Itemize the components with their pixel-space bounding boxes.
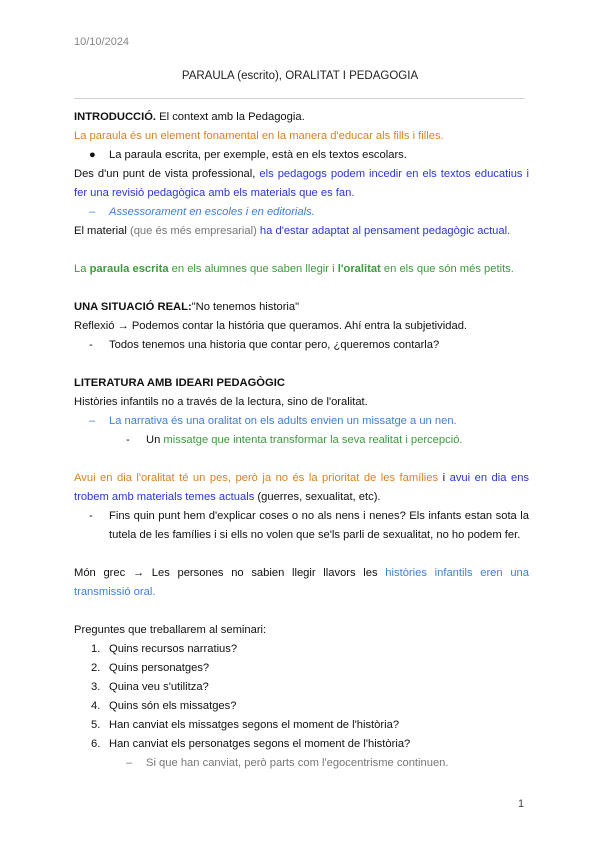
intro-heading: INTRODUCCIÓ. [74, 111, 157, 123]
list-item [74, 659, 529, 678]
list-text: Quins personatges? [109, 662, 210, 674]
literatura-dash-2-a: Un [146, 434, 164, 446]
dash-marker: – [89, 206, 96, 218]
situacio-heading-line [74, 298, 529, 317]
mon-paragraph [74, 564, 529, 602]
list-number: 3. [91, 681, 101, 693]
list-number: 1. [91, 643, 101, 655]
literatura-heading: LITERATURA AMB IDEARI PEDAGÒGIC [74, 377, 285, 389]
list-item [74, 716, 529, 735]
intro-line-6-a: El material [74, 225, 130, 237]
oral-c: en els alumnes que saben llegir i [168, 263, 338, 275]
list-text: Quina veu s'utilitza? [109, 681, 209, 693]
intro-line-2: La paraula és un element fonamental en la manera d'educar als fills i filles. [74, 130, 444, 142]
avui-b: i [438, 472, 450, 484]
intro-line-4-b: els pedagogs podem incedir en els textos educatius i fer una revisió pedagògica amb els materials que es fan. [74, 168, 530, 199]
preguntes-sub [74, 754, 529, 773]
avui-dash [74, 507, 529, 545]
literatura-dash-2 [74, 431, 529, 450]
situacio-dash [74, 336, 529, 355]
avui-a: Avui en dia l'oralitat té un pes, però ja no és la prioritat de les famílies [74, 472, 439, 484]
intro-line-4-a: Des d'un punt de vista professional, [74, 168, 260, 180]
list-number: 2. [91, 662, 101, 674]
list-item [74, 678, 529, 697]
list-number: 4. [91, 700, 101, 712]
list-item [74, 640, 529, 659]
intro-line-6-c: ha d'estar adaptat al pensament pedagògic actual. [256, 225, 511, 237]
avui-d: (guerres, sexualitat, etc). [254, 491, 381, 503]
dash-marker: - [126, 434, 130, 446]
intro-dash-text: Assessorament en escoles i en editorials. [109, 206, 315, 218]
situacio-heading-rest: "No tenemos historia" [191, 301, 300, 313]
literatura-dash-2-b: missatge que intenta transformar la seva realitat i percepció. [163, 434, 463, 446]
list-text: Han canviat els missatges segons el moment de l'història? [109, 719, 400, 731]
intro-line-4 [74, 165, 529, 203]
oral-line [74, 260, 529, 279]
situacio-dash-text: Todos tenemos una historia que contar pero, ¿queremos contarla? [109, 339, 440, 351]
intro-bullet-text: La paraula escrita, per exemple, està en els textos escolars. [109, 149, 407, 161]
oral-a: La [74, 263, 90, 275]
intro-heading-line [74, 108, 529, 127]
intro-heading-rest: El context amb la Pedagogia. [156, 111, 305, 123]
list-number: 6. [91, 738, 101, 750]
dash-marker: - [89, 339, 93, 351]
situacio-heading: UNA SITUACIÓ REAL: [74, 301, 192, 313]
oral-d: l'oralitat [337, 263, 381, 275]
avui-c: avui en dia ens trobem amb materials temes actuals [74, 472, 530, 503]
situacio-line-2: Reflexió → Podemos contar la história que queramos. Ahí entra la subjetividad. [74, 320, 468, 332]
avui-dash-text: Fins quin punt hem d'explicar coses o no als nens i nenes? Els infants estan sota la tutela de les famílies i si ells no volen que se'ls parli de sexualitat, no ho podem fer. [109, 510, 529, 541]
list-text: Han canviat els personatges segons el moment de l'història? [109, 738, 411, 750]
document-title: PARAULA (escrito), ORALITAT I PEDAGOGIA [181, 70, 419, 82]
list-text: Quins són els missatges? [109, 700, 237, 712]
mon-a: Món grec → Les persones no sabien llegir llavors les [74, 567, 386, 579]
header-divider [74, 98, 525, 99]
avui-paragraph [74, 469, 529, 507]
mon-b: històries infantils eren una transmissió oral. [74, 567, 529, 598]
dash-marker: - [89, 510, 93, 522]
literatura-dash-1 [74, 412, 529, 431]
page-number: 1 [518, 798, 525, 810]
intro-line-6 [74, 222, 529, 241]
literatura-line-2: Històries infantils no a través de la lectura, sino de l'oralitat. [74, 396, 368, 408]
bullet-dot-icon: ● [89, 149, 96, 161]
intro-line-6-b: (que és més empresarial) [129, 225, 257, 237]
document-date: 10/10/2024 [74, 36, 130, 48]
oral-e: en els que són més petits. [380, 263, 514, 275]
preguntes-intro: Preguntes que treballarem al seminari: [74, 624, 267, 636]
list-text: Quins recursos narratius? [109, 643, 238, 655]
document-body [74, 108, 529, 773]
list-item [74, 697, 529, 716]
intro-dash [74, 203, 529, 222]
list-number: 5. [91, 719, 101, 731]
preguntes-sub-text: Si que han canviat, però parts com l'egocentrisme continuen. [146, 757, 449, 769]
dash-marker: – [89, 415, 96, 427]
dash-marker: – [126, 757, 133, 769]
list-item [74, 735, 529, 754]
preguntes-list [74, 640, 529, 754]
oral-b: paraula escrita [89, 263, 169, 275]
literatura-dash-1-text: La narrativa és una oralitat on els adults envien un missatge a un nen. [109, 415, 457, 427]
intro-bullet [74, 146, 529, 165]
